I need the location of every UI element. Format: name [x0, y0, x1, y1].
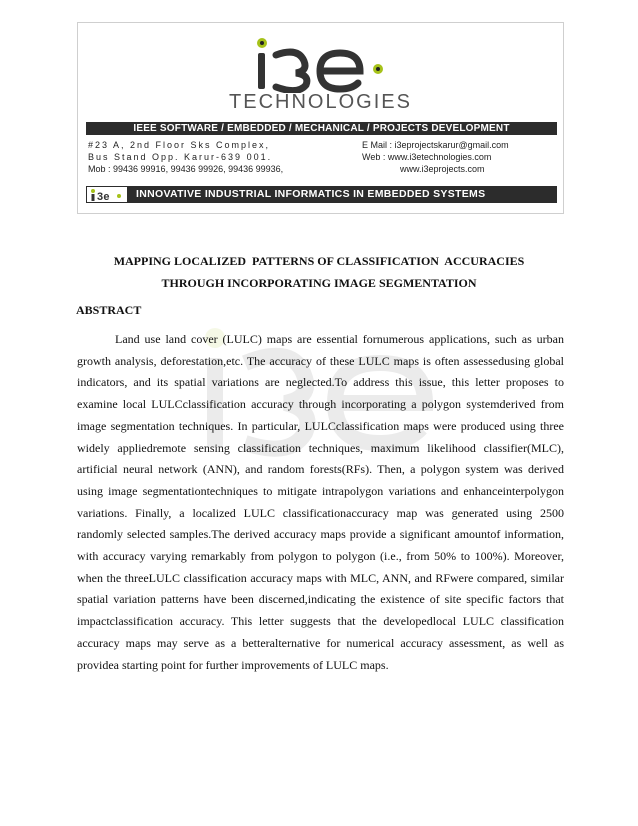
abstract-body: Land use land cover (LULC) maps are essential fornumerous applications, such as urban growth analysis, deforestation,etc. The accuracy of these LULC maps is often assessedusing global indicators, and its spatial variations are neglected.To address this issue, this letter proposes to examine local LULCclassification accuracy through incorporating a polygon systemderived from image segmentation techniques. In particular, LULCclassification maps were produced using three widely appliedremote sensing classification techniques, maximum likelihood classifier(MLC), artificial neural network (ANN), and random forests(RFs). Then, a polygon system was derived using image segmentationtechniques to mitigate intrapolygon variations and enhanceinterpolygon variations. Finally, a localized LULC classificationaccuracy map was generated using 2500 randomly selected samples.The derived accuracy maps provide a significant amountof information, with accuracy varying remarkably from polygon to polygon (i.e., from 50% to 100%). Moreover, when the threeLULC classification accuracy maps with MLC, ANN, and RFwere compared, similar spatial variation patterns have been discerned,indicating the existence of site specific factors that impactclassification accuracy. This letter suggests that the developedlocal LULC classification accuracy maps may serve as a betteralternative for numerical accuracy assessment, as well as providea starting point for further improvements of LULC maps.	[77, 332, 564, 672]
address-block	[88, 139, 283, 175]
address-line-2: Bus Stand Opp. Karur-639 001.	[88, 152, 273, 162]
email-address: E Mail : i3eprojectskarur@gmail.com	[362, 140, 509, 150]
paper-title	[0, 250, 638, 294]
tagline-bar: IEEE SOFTWARE / EMBEDDED / MECHANICAL / PROJECTS DEVELOPMENT	[86, 122, 557, 135]
title-line-2: THROUGH INCORPORATING IMAGE SEGMENTATION	[161, 276, 477, 290]
header-banner	[77, 22, 564, 214]
i3e-logo-icon	[236, 31, 406, 93]
contact-block	[362, 139, 509, 175]
abstract-heading: ABSTRACT	[76, 303, 142, 317]
phone-numbers: Mob : 99436 99916, 99436 99926, 99436 99936,	[88, 164, 284, 174]
i3e-logo	[78, 31, 563, 129]
svg-text:3e: 3e	[97, 191, 110, 202]
web-address-2: www.i3eprojects.com	[400, 164, 485, 174]
web-address: Web : www.i3etechnologies.com	[362, 152, 492, 162]
footer-bar	[86, 186, 557, 203]
address-line-1: #23 A, 2nd Floor Sks Complex,	[88, 140, 271, 150]
mini-logo-icon	[86, 186, 128, 203]
footer-text: INNOVATIVE INDUSTRIAL INFORMATICS IN EMBEDDED SYSTEMS	[136, 188, 486, 200]
title-line-1: MAPPING LOCALIZED PATTERNS OF CLASSIFICATION ACCURACIES	[113, 254, 525, 268]
technologies-wordmark: TECHNOLOGIES	[229, 91, 412, 113]
